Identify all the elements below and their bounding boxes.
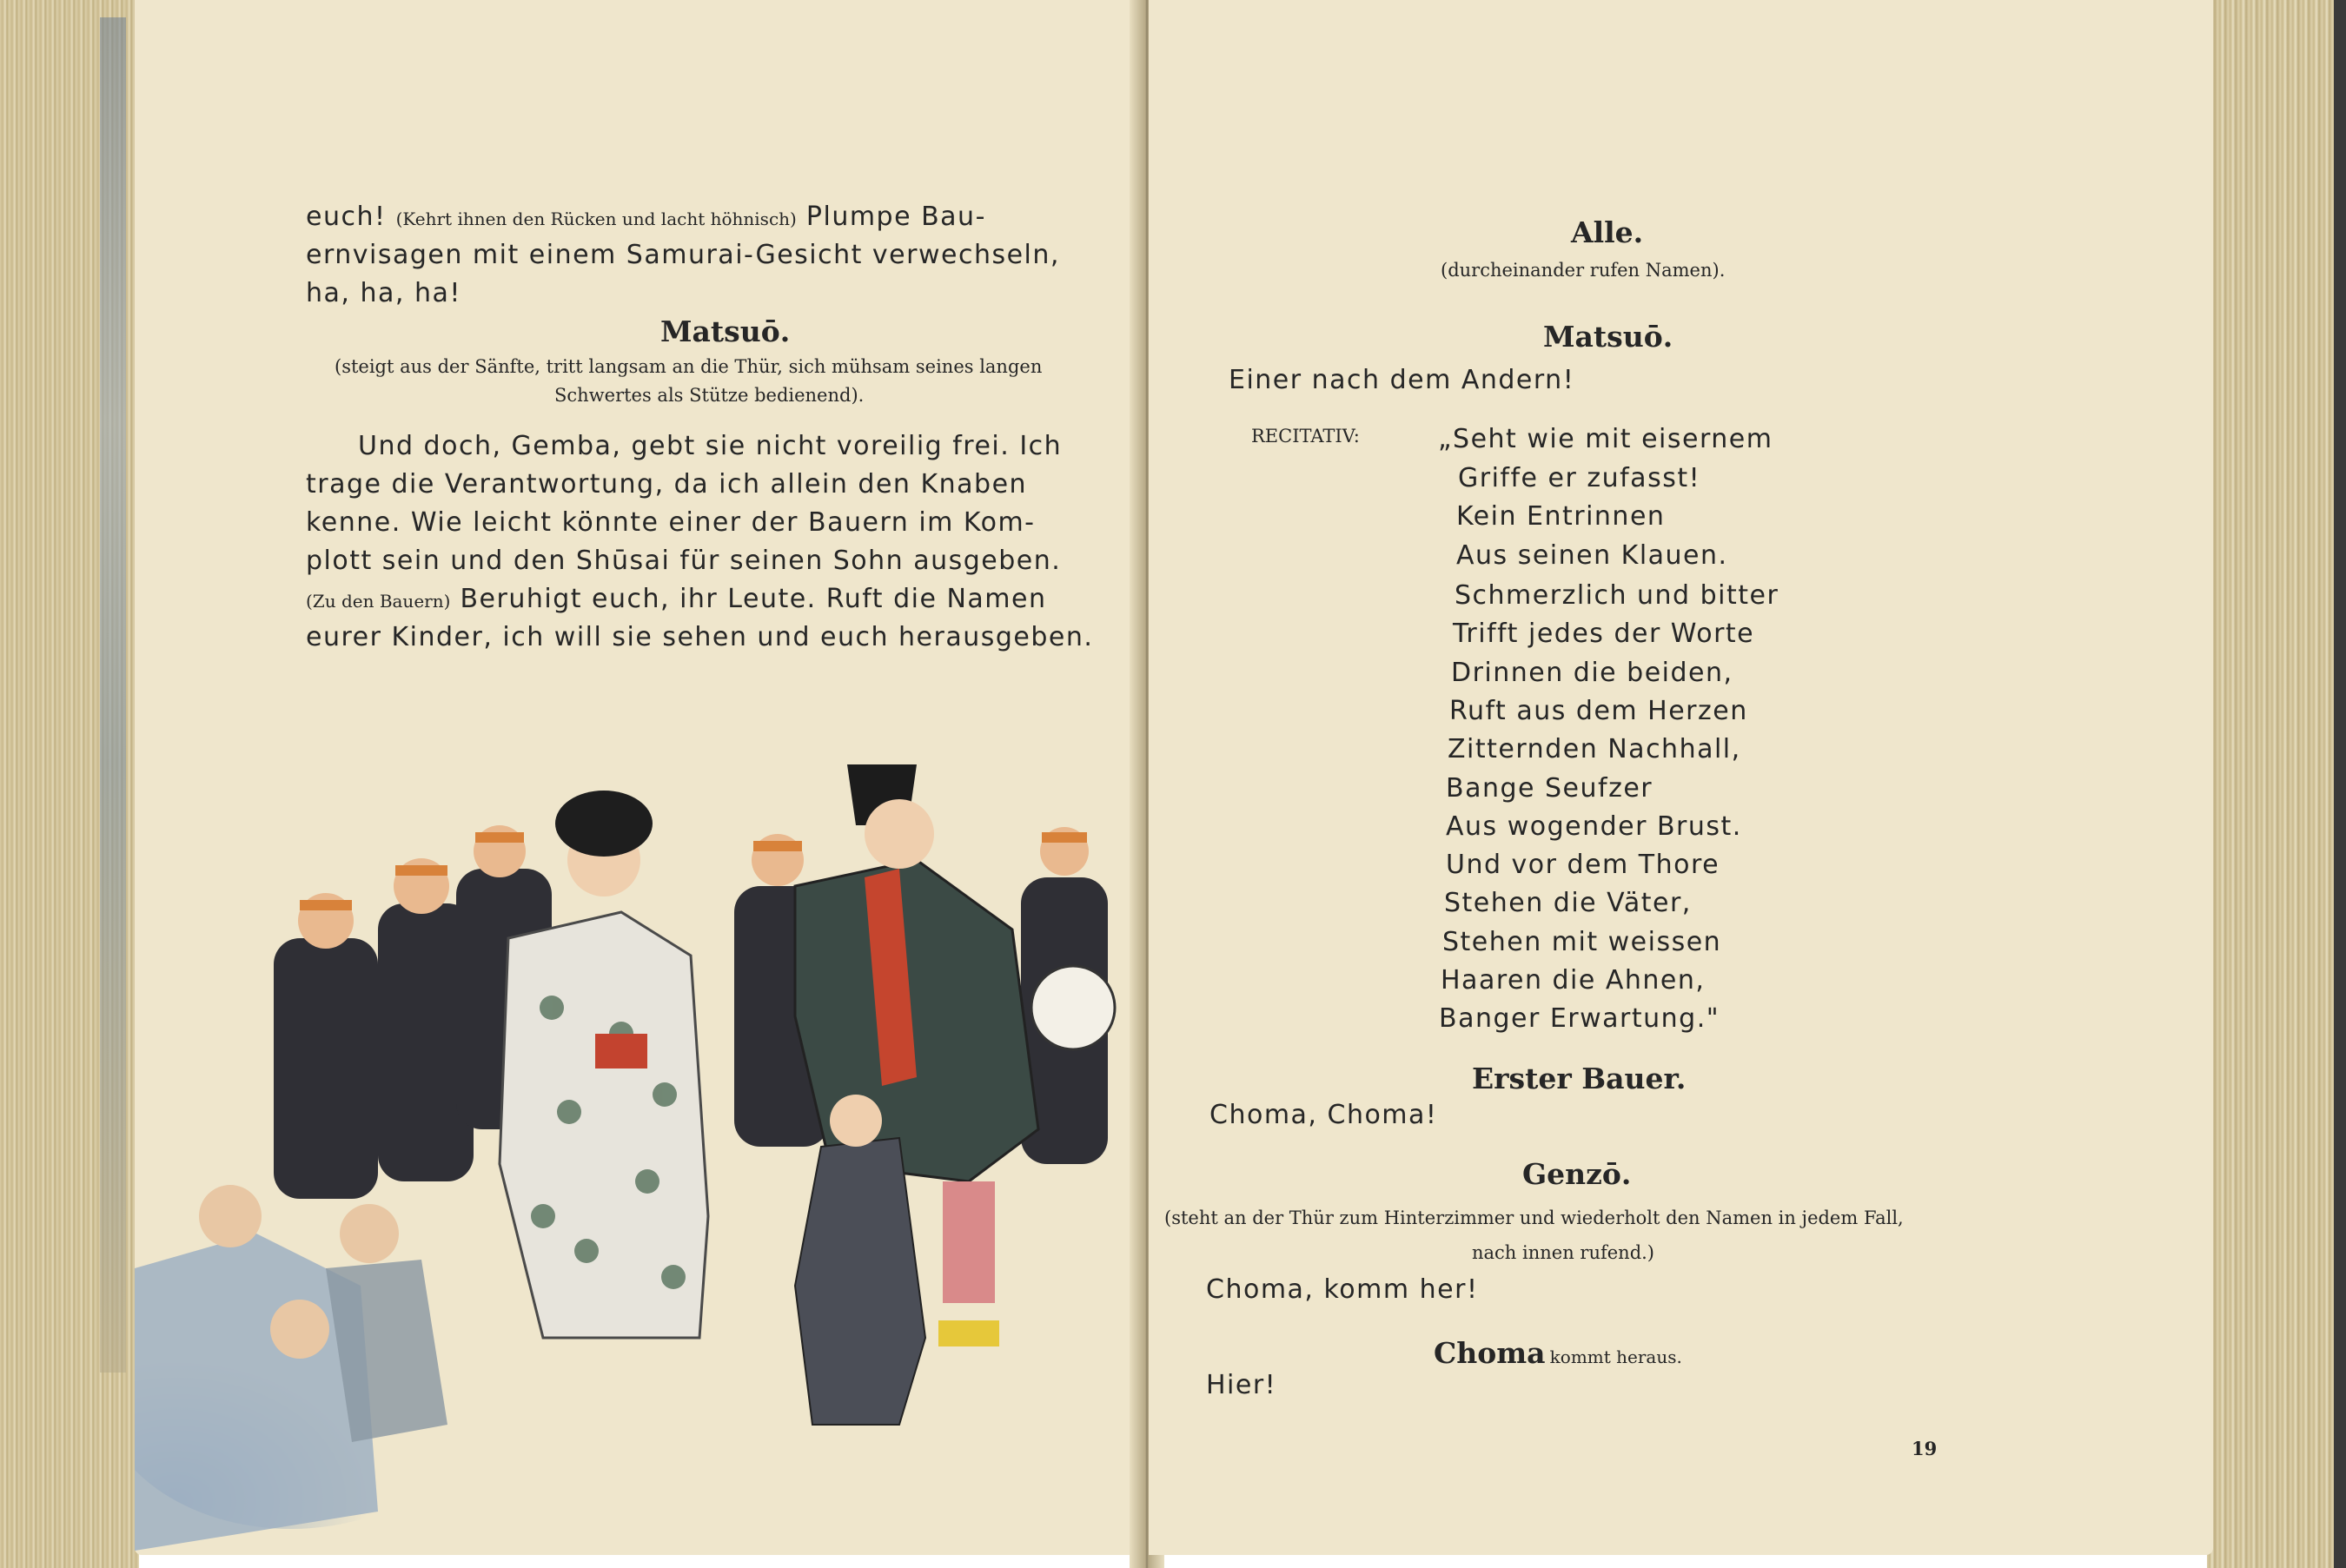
- right-line-erster-bauer: Choma, Choma!: [1209, 1100, 1438, 1130]
- recitativ-line-8: Ruft aus dem Herzen: [1449, 696, 1748, 726]
- right-line-matsuo: Einer nach dem Andern!: [1229, 365, 1575, 395]
- page-number: 19: [1912, 1438, 1938, 1459]
- left-para1-line2: ernvisagen mit einem Samurai-Gesicht verwechseln,: [306, 240, 1060, 270]
- left-para2-line5: [306, 584, 1046, 614]
- background-edge: [2334, 0, 2346, 1568]
- left-stage-direction-line2: Schwertes als Stütze bedienend).: [554, 385, 865, 406]
- text-fragment: euch!: [306, 202, 387, 232]
- stage-direction-inline: kommt heraus.: [1549, 1346, 1682, 1367]
- recitativ-line-5: Schmerzlich und bitter: [1455, 580, 1779, 611]
- right-speaker-genzo: Genzō.: [1522, 1157, 1632, 1191]
- left-para2-line2: trage die Verantwortung, da ich allein den Knaben: [306, 469, 1028, 500]
- recitativ-line-16: Banger Erwartung.": [1439, 1003, 1720, 1034]
- right-direction-genzo-line1: (steht an der Thür zum Hinterzimmer und wiederholt den Namen in jedem Fall,: [1164, 1207, 1904, 1228]
- text-fragment: Plumpe Bau-: [805, 202, 986, 232]
- recitativ-line-4: Aus seinen Klauen.: [1456, 540, 1728, 571]
- page-edge-artwork: [100, 17, 126, 1373]
- recitativ-line-13: Stehen die Väter,: [1444, 888, 1692, 918]
- right-speaker-erster-bauer: Erster Bauer.: [1472, 1062, 1687, 1095]
- right-speaker-matsuo: Matsuō.: [1543, 320, 1673, 354]
- text-fragment: Beruhigt euch, ihr Leute. Ruft die Namen: [460, 584, 1047, 614]
- recitativ-line-12: Und vor dem Thore: [1446, 850, 1720, 880]
- left-para1-line1: [306, 202, 986, 232]
- recitativ-line-1: „Seht wie mit eisernem: [1438, 424, 1773, 454]
- recitativ-line-2: Griffe er zufasst!: [1458, 463, 1701, 493]
- page-edges-right: [2207, 0, 2346, 1568]
- right-speaker-alle: Alle.: [1571, 215, 1644, 249]
- left-stage-direction-line1: (steigt aus der Sänfte, tritt langsam an die Thür, sich mühsam seines langen: [335, 356, 1043, 377]
- right-page: [1149, 0, 2213, 1555]
- left-para2-line4: plott sein und den Shūsai für seinen Sohn ausgeben.: [306, 546, 1062, 576]
- recitativ-line-3: Kein Entrinnen: [1456, 501, 1666, 532]
- left-para2-line1: Und doch, Gemba, gebt sie nicht voreilig frei. Ich: [358, 431, 1063, 461]
- recitativ-line-6: Trifft jedes der Worte: [1453, 619, 1755, 649]
- recitativ-line-11: Aus wogender Brust.: [1446, 811, 1742, 842]
- right-direction-alle: (durcheinander rufen Namen).: [1441, 260, 1726, 281]
- stage-direction-inline: (Zu den Bauern): [306, 591, 451, 612]
- recitativ-line-14: Stehen mit weissen: [1442, 927, 1722, 957]
- illustration-samurai-scene: [135, 730, 1143, 1551]
- recitativ-line-9: Zitternden Nachhall,: [1448, 734, 1741, 764]
- right-direction-genzo-line2: nach innen rufend.): [1472, 1242, 1654, 1263]
- recitativ-line-15: Haaren die Ahnen,: [1441, 965, 1706, 996]
- speaker-name: Choma: [1434, 1336, 1546, 1370]
- left-para2-line3: kenne. Wie leicht könnte einer der Bauern im Kom-: [306, 507, 1036, 538]
- stage-direction-inline: (Kehrt ihnen den Rücken und lacht höhnisch): [395, 208, 797, 229]
- left-para2-line6: eurer Kinder, ich will sie sehen und euch herausgeben.: [306, 622, 1094, 652]
- right-speaker-choma: [1434, 1336, 1682, 1370]
- right-line-genzo: Choma, komm her!: [1206, 1274, 1479, 1305]
- right-line-choma: Hier!: [1206, 1370, 1277, 1400]
- left-para1-line3: ha, ha, ha!: [306, 278, 461, 308]
- recitativ-line-10: Bange Seufzer: [1446, 773, 1653, 804]
- recitativ-line-7: Drinnen die beiden,: [1451, 658, 1733, 688]
- recitativ-label: RECITATIV:: [1251, 426, 1360, 447]
- left-speaker-name: Matsuō.: [660, 314, 791, 348]
